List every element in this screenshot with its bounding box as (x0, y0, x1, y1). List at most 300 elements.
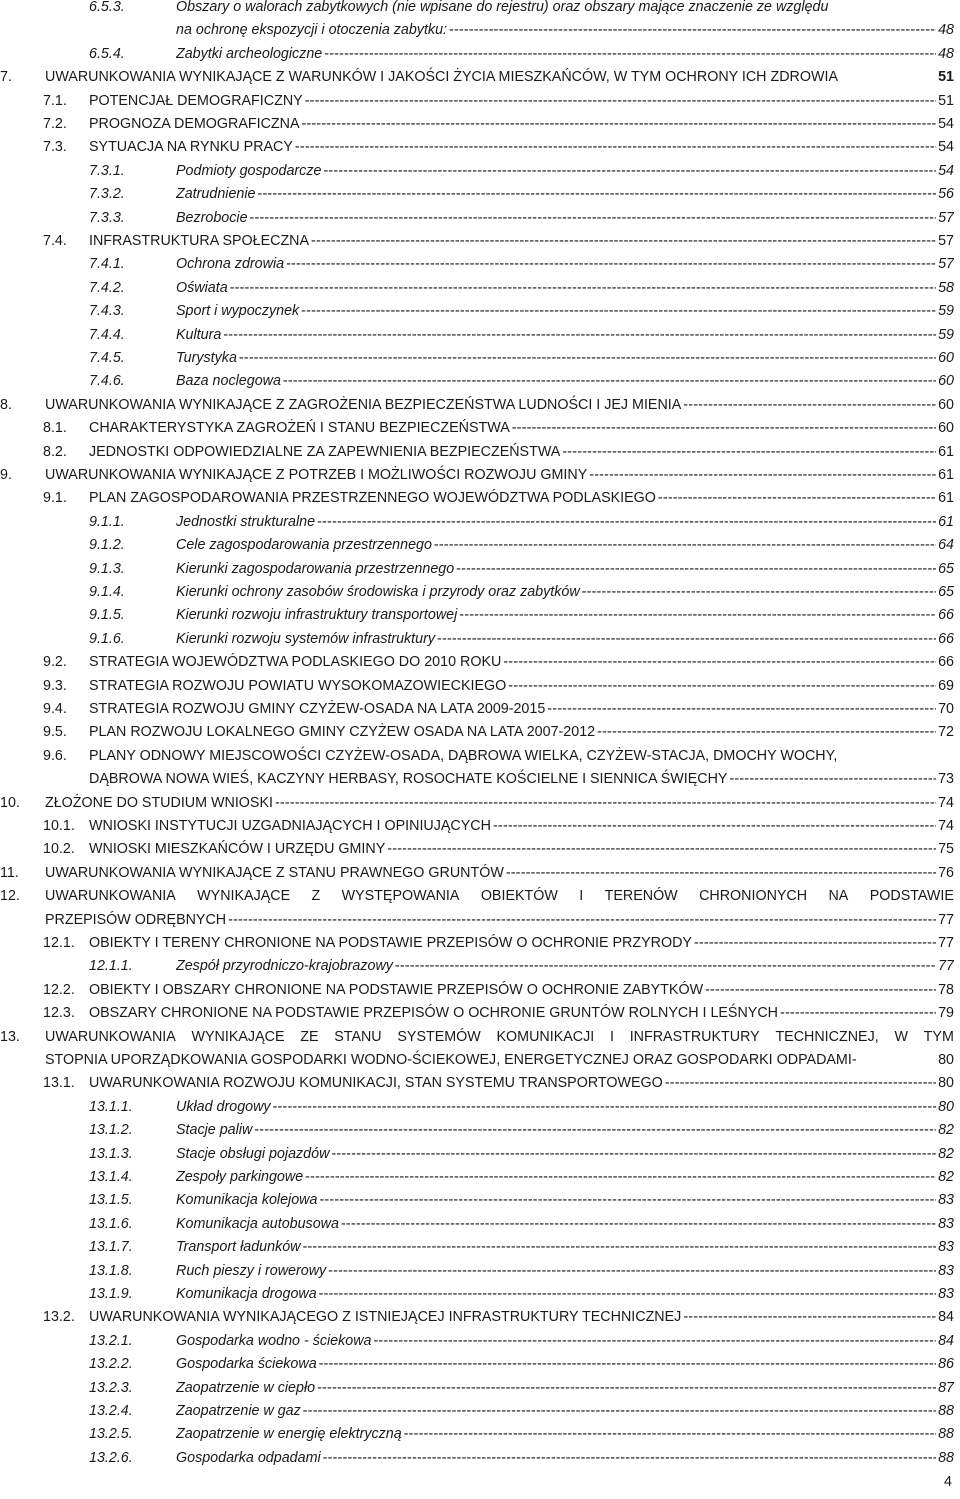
page-number: 4 (944, 1474, 952, 1490)
toc-entry[interactable] (0, 862, 960, 885)
toc-entry-number: 13. (0, 1028, 20, 1045)
toc-entry-title: STOPNIA UPORZĄDKOWANIA GOSPODARKI WODNO-ŚCIEKOWEJ, ENERGETYCZNEJ ORAZ GOSPODARKI ODPADAMI- (45, 1051, 857, 1068)
toc-entry-page: 51 (938, 69, 954, 86)
toc-entry-page: 60 (938, 350, 954, 366)
toc-entry-number: 9.2. (43, 654, 67, 671)
toc-entry-page: 84 (938, 1332, 954, 1349)
toc-entry[interactable] (0, 838, 960, 861)
toc-entry-number: 7.4.5. (89, 350, 125, 366)
title-word: SYSTEMÓW (397, 1028, 481, 1045)
toc-entry-title: PLAN ZAGOSPODAROWANIA PRZESTRZENNEGO WOJEWÓDZTWA PODLASKIEGO (89, 490, 656, 507)
toc-entry-title: UWARUNKOWANIA WYNIKAJĄCE Z POTRZEB I MOŻLIWOŚCI ROZWOJU GMINY (45, 467, 588, 483)
toc-entry-line (45, 1049, 954, 1072)
toc-entry-line (176, 1213, 954, 1236)
toc-entry-title (45, 1026, 954, 1049)
toc-entry-title: POTENCJAŁ DEMOGRAFICZNY (89, 92, 303, 109)
toc-entry[interactable] (0, 160, 960, 183)
toc-entry-page: 77 (938, 935, 954, 951)
toc-entry-line (176, 511, 954, 534)
toc-entry[interactable] (0, 1400, 960, 1423)
toc-entry[interactable] (0, 417, 960, 440)
dot-leader (459, 604, 936, 627)
toc-entry-page: 54 (938, 139, 954, 156)
toc-entry-title: Oświata (176, 279, 228, 296)
toc-entry-page: 60 (938, 420, 954, 437)
toc-entry-page: 77 (938, 958, 954, 975)
toc-entry-line (176, 1236, 954, 1259)
toc-entry-line (89, 768, 954, 791)
toc-entry-line (176, 1400, 954, 1423)
dot-leader (434, 534, 936, 557)
toc-entry[interactable] (0, 487, 960, 510)
toc-entry-title: Gospodarka odpadami (176, 1449, 321, 1466)
dot-leader (250, 207, 937, 230)
toc-entry-title: Zespół przyrodniczo-krajobrazowy (176, 958, 393, 975)
toc-entry-line (89, 1072, 954, 1095)
toc-entry-line (176, 370, 954, 393)
toc-entry-line (176, 1260, 954, 1283)
toc-entry-title: Jednostki strukturalne (176, 513, 316, 530)
dot-leader (323, 160, 936, 183)
dot-leader (305, 1166, 936, 1189)
toc-entry-number: 9.1.5. (89, 607, 125, 624)
toc-entry-number: 8. (0, 396, 12, 413)
toc-entry-number: 9.1.4. (89, 584, 125, 600)
toc-entry-title: Układ drogowy (176, 1098, 271, 1115)
toc-entry-page: 73 (938, 771, 954, 788)
toc-entry[interactable] (0, 324, 960, 347)
toc-entry-page: 64 (938, 537, 954, 554)
toc-entry-line (176, 604, 954, 627)
toc-entry[interactable] (0, 1189, 960, 1212)
toc-entry-page: 56 (938, 186, 954, 203)
toc-entry-title: Kultura (176, 326, 222, 343)
toc-entry-line (176, 558, 954, 581)
toc-entry-page: 61 (938, 513, 954, 530)
toc-entry-title: Transport ładunków (176, 1239, 301, 1256)
dot-leader (257, 183, 936, 206)
toc-entry-line (89, 230, 954, 253)
dot-leader (275, 792, 936, 815)
toc-entry-page: 61 (938, 443, 954, 460)
toc-entry-number: 13.1.2. (89, 1122, 133, 1139)
toc-entry[interactable] (0, 1119, 960, 1142)
dot-leader (395, 955, 936, 978)
toc-entry-line (176, 628, 954, 651)
toc-entry[interactable] (0, 441, 960, 464)
toc-entry-title: ZŁOŻONE DO STUDIUM WNIOSKI (45, 794, 273, 811)
toc-entry-line (176, 1353, 954, 1376)
toc-entry[interactable] (0, 1002, 960, 1025)
toc-entry[interactable] (0, 675, 960, 698)
toc-entry-line (89, 487, 954, 510)
dot-leader (694, 932, 936, 955)
dot-leader (658, 487, 936, 510)
toc-entry[interactable] (0, 581, 960, 604)
dot-leader (341, 1213, 936, 1236)
toc-entry[interactable] (0, 1236, 960, 1259)
toc-entry-number: 11. (0, 864, 19, 881)
toc-entry-number: 9.1.6. (89, 630, 125, 647)
toc-entry-title: WNIOSKI MIESZKAŃCÓW I URZĘDU GMINY (89, 841, 386, 858)
dot-leader (589, 464, 936, 487)
dot-leader (305, 90, 936, 113)
toc-entry[interactable] (0, 230, 960, 253)
toc-entry-number: 7.3.3. (89, 209, 125, 226)
dot-leader (512, 417, 936, 440)
toc-entry-page: 66 (938, 607, 954, 624)
toc-entry-title: Komunikacja kolejowa (176, 1192, 318, 1209)
toc-entry-number: 6.5.3. (89, 0, 125, 15)
toc-entry-title: Gospodarka ściekowa (176, 1356, 317, 1373)
title-word: WYSTĘPOWANIA (341, 888, 460, 905)
dot-leader (729, 768, 936, 791)
toc-entry-number: 9.1.2. (89, 537, 125, 554)
toc-entry-title: UWARUNKOWANIA WYNIKAJĄCE Z ZAGROŻENIA BEZPIECZEŃSTWA LUDNOŚCI I JEJ MIENIA (45, 396, 682, 413)
title-word: UWARUNKOWANIA (45, 888, 176, 905)
toc-entry-number: 13.2.5. (89, 1426, 133, 1443)
toc-entry-page: 59 (938, 303, 954, 320)
toc-entry-line (89, 815, 954, 838)
dot-leader (319, 1189, 936, 1212)
toc-entry[interactable] (0, 300, 960, 323)
dot-leader (562, 441, 936, 464)
toc-entry-line (89, 417, 954, 440)
dot-leader (387, 838, 936, 861)
toc-entry[interactable] (0, 113, 960, 136)
toc-entry[interactable] (0, 1377, 960, 1400)
toc-entry-line (89, 90, 954, 113)
toc-entry-page: 88 (938, 1403, 954, 1419)
toc-entry-line (176, 207, 954, 230)
title-word: I (579, 888, 584, 905)
toc-entry-page: 74 (938, 794, 954, 811)
toc-entry-title: Kierunki ochrony zasobów środowiska i przyrody oraz zabytków (176, 584, 580, 600)
toc-entry-number: 12.2. (43, 981, 75, 998)
toc-entry-page: 51 (938, 92, 954, 109)
toc-entry-number: 8.2. (43, 443, 67, 460)
dot-leader (331, 1143, 936, 1166)
toc-entry[interactable] (0, 253, 960, 276)
title-word: TERENÓW (604, 888, 678, 905)
dot-leader (302, 113, 937, 136)
toc-entry-title: Baza noclegowa (176, 373, 281, 390)
toc-entry-line (45, 862, 954, 885)
toc-entry-title: PLANY ODNOWY MIEJSCOWOŚCI CZYŻEW-OSADA, DĄBROWA WIELKA, CZYŻEW-STACJA, DMOCHY WOCHY, (89, 747, 838, 764)
toc-entry-page: 66 (938, 654, 954, 671)
toc-entry-title: Zatrudnienie (176, 186, 256, 203)
toc-entry[interactable] (0, 1353, 960, 1376)
toc-entry[interactable] (0, 136, 960, 159)
toc-entry[interactable] (0, 1072, 960, 1095)
toc-entry-line (176, 534, 954, 557)
toc-entry-line (89, 979, 954, 1002)
toc-entry-number: 12.1. (43, 935, 75, 951)
toc-entry[interactable] (0, 932, 960, 955)
toc-entry[interactable] (0, 815, 960, 838)
toc-entry-page: 88 (938, 1449, 954, 1466)
toc-entry[interactable] (0, 183, 960, 206)
toc-entry[interactable] (0, 1166, 960, 1189)
toc-entry[interactable] (0, 1423, 960, 1446)
toc-entry[interactable] (0, 1283, 960, 1306)
toc-entry-page: 66 (938, 630, 954, 647)
toc-entry-line (89, 651, 954, 674)
toc-entry-number: 10.2. (43, 841, 75, 858)
toc-entry-number: 10. (0, 794, 20, 811)
toc-entry-title: PLAN ROZWOJU LOKALNEGO GMINY CZYŻEW OSADA NA LATA 2007-2012 (89, 724, 596, 741)
toc-entry-title: UWARUNKOWANIA WYNIKAJĄCE Z STANU PRAWNEGO GRUNTÓW (45, 864, 504, 881)
toc-entry-page: 82 (938, 1122, 954, 1139)
toc-entry[interactable] (0, 651, 960, 674)
toc-entry-title: Turystyka (176, 350, 237, 366)
toc-entry-title: Cele zagospodarowania przestrzennego (176, 537, 432, 554)
toc-entry-line (45, 792, 954, 815)
toc-entry-title: UWARUNKOWANIA WYNIKAJĄCE Z WARUNKÓW I JAKOŚCI ŻYCIA MIESZKAŃCÓW, W TYM OCHRONY ICH ZDROWIA (45, 69, 838, 86)
dot-leader (547, 698, 936, 721)
toc-entry[interactable] (0, 979, 960, 1002)
toc-entry[interactable] (0, 207, 960, 230)
toc-entry-number: 9.4. (43, 701, 67, 717)
toc-entry-page: 83 (938, 1239, 954, 1256)
toc-entry-number: 12. (0, 888, 20, 905)
toc-entry-title: Stacje obsługi pojazdów (176, 1145, 330, 1162)
dot-leader (508, 675, 936, 698)
toc-entry-page: 84 (938, 1309, 954, 1326)
toc-entry-line (89, 113, 954, 136)
toc-entry-page: 48 (938, 45, 954, 62)
toc-entry-page: 87 (938, 1379, 954, 1396)
dot-leader (317, 511, 936, 534)
toc-entry-line (176, 347, 954, 370)
toc-entry-title: Kierunki zagospodarowania przestrzennego (176, 560, 455, 577)
toc-entry-page: 54 (938, 116, 954, 132)
toc-entry-title: Bezrobocie (176, 209, 248, 226)
toc-entry-line (176, 1283, 954, 1306)
toc-entry[interactable] (0, 1330, 960, 1353)
toc-entry[interactable] (0, 0, 960, 43)
toc-entry[interactable] (0, 628, 960, 651)
toc-entry-line (176, 1423, 954, 1446)
title-word: WYNIKAJĄCE (197, 888, 291, 905)
dot-leader (582, 581, 936, 604)
toc-entry-page: 82 (938, 1169, 954, 1185)
toc-entry-page: 58 (938, 279, 954, 296)
toc-entry-line (176, 183, 954, 206)
toc-entry[interactable] (0, 558, 960, 581)
toc-entry-number: 13.2.6. (89, 1449, 133, 1466)
toc-entry-title: Komunikacja autobusowa (176, 1215, 339, 1232)
toc-entry-line (89, 838, 954, 861)
toc-entry[interactable] (0, 1213, 960, 1236)
title-word: I (609, 1028, 614, 1045)
toc-entry-page: 61 (938, 467, 954, 483)
toc-entry-number: 8.1. (43, 420, 67, 437)
toc-entry-title: Stacje paliw (176, 1122, 253, 1139)
title-word: TYM (923, 1028, 954, 1045)
toc-entry[interactable] (0, 1306, 960, 1329)
toc-entry-page: 77 (938, 911, 954, 928)
toc-entry-line (176, 19, 954, 42)
toc-entry-number: 9.1.3. (89, 560, 125, 577)
dot-leader (254, 1119, 936, 1142)
toc-entry-page: 69 (938, 677, 954, 694)
title-word: WYNIKAJĄCE (191, 1028, 285, 1045)
toc-entry-title: Zaopatrzenie w ciepło (176, 1379, 316, 1396)
toc-entry-title: Sport i wypoczynek (176, 303, 300, 320)
toc-entry-title: Zaopatrzenie w energię elektryczną (176, 1426, 402, 1443)
toc-entry-number: 9.5. (43, 724, 67, 741)
toc-entry-title: INFRASTRUKTURA SPOŁECZNA (89, 233, 310, 249)
dot-leader (303, 1400, 936, 1423)
toc-entry-number: 7.1. (43, 92, 67, 109)
toc-entry-title: DĄBROWA NOWA WIEŚ, KACZYNY HERBASY, ROSOCHATE KOŚCIELNE I SIENNICA ŚWIĘCHY (89, 771, 728, 788)
toc-entry-number: 7.3. (43, 139, 67, 156)
toc-entry[interactable] (0, 1096, 960, 1119)
toc-entry[interactable] (0, 464, 960, 487)
toc-entry-number: 13.1.3. (89, 1145, 133, 1162)
toc-entry-page: 60 (938, 396, 954, 413)
toc-entry-line (89, 932, 954, 955)
toc-entry[interactable] (0, 1260, 960, 1283)
dot-leader (317, 1377, 936, 1400)
title-word: UWARUNKOWANIA (45, 1028, 176, 1045)
toc-entry-page: 65 (938, 584, 954, 600)
dot-leader (301, 300, 936, 323)
toc-entry-title: SYTUACJA NA RYNKU PRACY (89, 139, 293, 156)
title-word: TECHNICZNEJ, (775, 1028, 879, 1045)
title-word: INFRASTRUKTURY (629, 1028, 760, 1045)
toc-entry-page: 80 (938, 1075, 954, 1092)
toc-entry-title: PRZEPISÓW ODRĘBNYCH (45, 911, 227, 928)
toc-entry[interactable] (0, 370, 960, 393)
toc-entry-line (89, 441, 954, 464)
toc-entry-title: Ochrona zdrowia (176, 256, 285, 273)
toc-entry-number: 9.3. (43, 677, 67, 694)
toc-entry-number: 13.2.1. (89, 1332, 133, 1349)
toc-entry-title: Obszary o walorach zabytkowych (nie wpisane do rejestru) oraz obszary mające znaczenie ze względu (176, 0, 829, 15)
toc-entry-number: 9.1.1. (89, 513, 125, 530)
dot-leader (319, 1283, 936, 1306)
toc-entry-number: 7.3.1. (89, 162, 125, 179)
toc-entry-number: 7.4.6. (89, 373, 125, 390)
dot-leader (705, 979, 936, 1002)
toc-entry-line (176, 955, 954, 978)
toc-entry[interactable] (0, 885, 960, 932)
toc-entry-number: 13.1.4. (89, 1169, 133, 1185)
toc-entry-page: 80 (938, 1051, 954, 1068)
toc-entry[interactable] (0, 511, 960, 534)
toc-entry-number: 13.1.9. (89, 1286, 133, 1302)
dot-leader (456, 558, 936, 581)
toc-entry[interactable] (0, 698, 960, 721)
toc-entry[interactable] (0, 1143, 960, 1166)
toc-entry-line (176, 1119, 954, 1142)
toc-entry-number: 9.1. (43, 490, 67, 507)
toc-entry-title: UWARUNKOWANIA WYNIKAJĄCEGO Z ISTNIEJĄCEJ INFRASTRUKTURY TECHNICZNEJ (89, 1309, 682, 1326)
toc-entry-line (176, 1189, 954, 1212)
toc-entry[interactable] (0, 277, 960, 300)
toc-entry-number: 7. (0, 69, 12, 86)
dot-leader (493, 815, 936, 838)
toc-entry[interactable] (0, 394, 960, 417)
toc-entry-title: Komunikacja drogowa (176, 1286, 317, 1302)
toc-entry-page: 57 (938, 256, 954, 273)
toc-entry-line (89, 675, 954, 698)
toc-entry[interactable] (0, 43, 960, 66)
toc-entry-line (176, 253, 954, 276)
dot-leader (437, 628, 936, 651)
toc-entry-line (176, 581, 954, 604)
toc-entry-page: 88 (938, 1426, 954, 1443)
toc-entry-page: 60 (938, 373, 954, 390)
toc-entry[interactable] (0, 1026, 960, 1073)
dot-leader (374, 1330, 937, 1353)
toc-entry-line (176, 324, 954, 347)
toc-entry-title: Ruch pieszy i rowerowy (176, 1262, 327, 1279)
toc-entry-page: 76 (938, 864, 954, 881)
toc-entry-line (45, 909, 954, 932)
toc-entry-number: 13.2. (43, 1309, 75, 1326)
dot-leader (449, 19, 936, 42)
toc-entry[interactable] (0, 604, 960, 627)
toc-entry-title: STRATEGIA ROZWOJU POWIATU WYSOKOMAZOWIECKIEGO (89, 677, 507, 694)
toc-entry[interactable] (0, 347, 960, 370)
toc-entry[interactable] (0, 745, 960, 792)
toc-entry[interactable] (0, 721, 960, 744)
toc-entry-page: 83 (938, 1286, 954, 1302)
dot-leader (230, 277, 936, 300)
toc-entry[interactable] (0, 66, 960, 89)
toc-entry[interactable] (0, 534, 960, 557)
title-word: Z (311, 888, 321, 905)
dot-leader (295, 136, 936, 159)
toc-entry-title: Zespoły parkingowe (176, 1169, 304, 1185)
toc-entry-number: 13.1.5. (89, 1192, 133, 1209)
toc-entry-title: Zaopatrzenie w gaz (176, 1403, 301, 1419)
toc-entry[interactable] (0, 90, 960, 113)
toc-entry-page: 70 (938, 701, 954, 717)
toc-entry-number: 9. (0, 467, 12, 483)
toc-entry-page: 57 (938, 233, 954, 249)
toc-entry-page: 74 (938, 818, 954, 834)
dot-leader (303, 1236, 937, 1259)
dot-leader (311, 230, 936, 253)
dot-leader (780, 1002, 936, 1025)
toc-entry-title: CHARAKTERYSTYKA ZAGROŻEŃ I STANU BEZPIECZEŃSTWA (89, 420, 510, 437)
dot-leader (597, 721, 936, 744)
toc-entry-line (176, 300, 954, 323)
toc-entry-number: 7.4.2. (89, 279, 125, 296)
toc-entry[interactable] (0, 792, 960, 815)
toc-entry-number: 13.1.1. (89, 1098, 133, 1115)
toc-entry-line (89, 1306, 954, 1329)
toc-entry[interactable] (0, 955, 960, 978)
toc-entry-line (176, 277, 954, 300)
toc-entry-title: STRATEGIA ROZWOJU GMINY CZYŻEW-OSADA NA LATA 2009-2015 (89, 701, 546, 717)
dot-leader (223, 324, 936, 347)
toc-entry-number: 13.2.4. (89, 1403, 133, 1419)
toc-entry[interactable] (0, 1447, 960, 1470)
dot-leader (683, 394, 936, 417)
toc-entry-page: 83 (938, 1215, 954, 1232)
toc-entry-line (176, 1143, 954, 1166)
dot-leader (503, 651, 936, 674)
toc-entry-title: STRATEGIA WOJEWÓDZTWA PODLASKIEGO DO 2010 ROKU (89, 654, 502, 671)
toc-entry-line (176, 1447, 954, 1470)
dot-leader (239, 347, 936, 370)
toc-entry-line (45, 66, 954, 89)
